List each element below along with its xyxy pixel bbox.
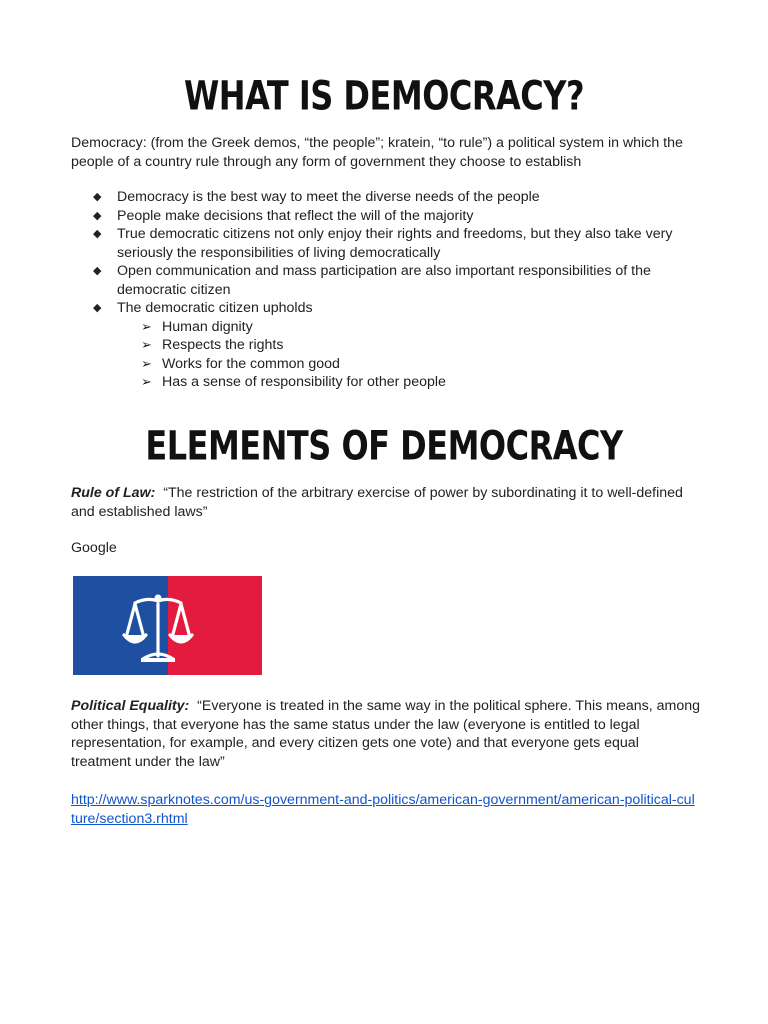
source-text: Google [71,540,117,556]
list-item-text: Open communication and mass participation are also important responsibilities of the democratic citizen [117,263,651,298]
sub-list-item-text: Human dignity [162,318,253,335]
democracy-definition: Democracy: (from the Greek demos, “the people”; kratein, “to rule”) a political system in which the people of a country rule through any form of government they choose to establish [71,135,683,170]
rule-of-law-paragraph [71,484,701,521]
sub-list-item [117,318,711,337]
political-equality-quote: “Everyone is treated in the same way in the political sphere. This means, among other things, that everyone has the same status under the law (everyone is entitled to legal representation, for example, and every citizen gets one vote) and that everyone gets equal treatment under the law” [71,698,701,770]
list-item-text: The democratic citizen upholds [117,300,313,316]
arrow-bullet-icon: ➢ [141,355,152,371]
sub-list-item [117,373,711,392]
sparknotes-link[interactable]: http://www.sparknotes.com/us-government-and-politics/american-government/american-political-culture/section3.rhtml [71,792,695,827]
list-item [71,207,711,226]
list-item-text: Democracy is the best way to meet the diverse needs of the people [117,189,540,205]
arrow-bullet-icon: ➢ [141,318,152,334]
page-title: WHAT IS DEMOCRACY? [184,72,584,120]
diamond-bullet-icon: ◆ [93,209,102,222]
democracy-bullet-list [71,188,711,392]
diamond-bullet-icon: ◆ [93,228,102,240]
political-equality-label: Political Equality: [71,698,190,714]
sub-list-item-text: Respects the rights [162,337,284,353]
list-item [71,225,711,262]
sub-list-item-text: Works for the common good [162,355,340,372]
arrow-bullet-icon: ➢ [141,337,152,352]
sub-list-item-text: Has a sense of responsibility for other people [162,374,446,390]
citizen-upholds-sublist [117,318,711,392]
rule-of-law-label: Rule of Law: [71,485,156,501]
scales-of-justice-icon [73,576,262,675]
list-item [71,299,711,392]
list-item [71,262,711,299]
diamond-bullet-icon: ◆ [93,265,102,277]
sub-list-item [117,355,711,374]
section-title: ELEMENTS OF DEMOCRACY [145,422,623,470]
political-equality-paragraph [71,697,701,771]
list-item-text: True democratic citizens not only enjoy their rights and freedoms, but they also take very seriously the responsibilities of living democratically [117,226,673,261]
list-item-text: People make decisions that reflect the will of the majority [117,207,474,224]
diamond-bullet-icon: ◆ [93,191,102,203]
rule-of-law-image [73,576,262,675]
arrow-bullet-icon: ➢ [141,374,152,389]
list-item [71,188,711,207]
diamond-bullet-icon: ◆ [93,302,102,314]
sub-list-item [117,336,711,355]
rule-of-law-quote: “The restriction of the arbitrary exercise of power by subordinating it to well-defined and established laws” [71,485,683,520]
